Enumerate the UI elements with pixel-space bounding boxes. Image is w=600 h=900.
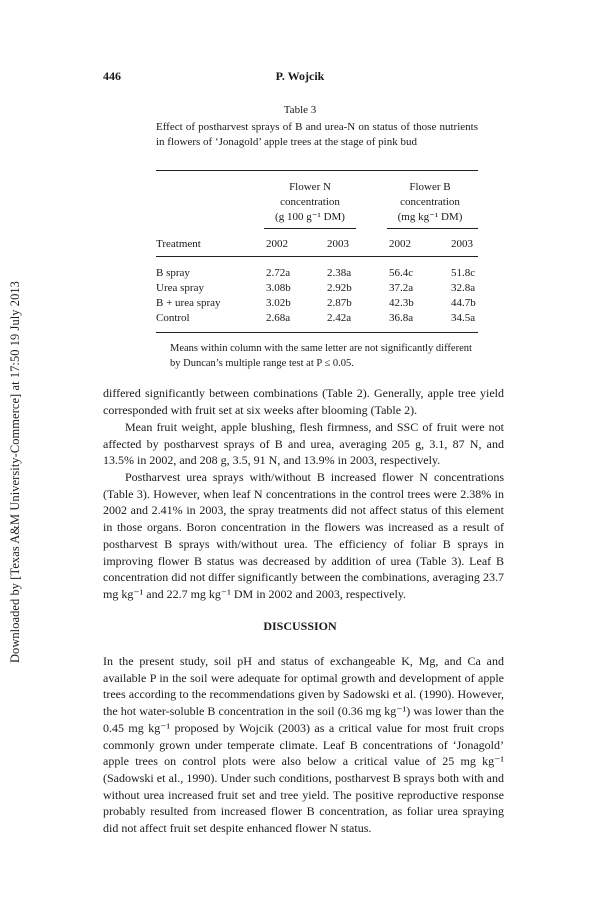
column-header-b-2002: 2002 (389, 238, 411, 250)
table-cell-treatment: B + urea spray (156, 297, 221, 309)
flower-n-header-line-1: Flower N (289, 181, 331, 193)
table-cell: 44.7b (451, 297, 476, 309)
paragraph-results-end: differed significantly between combinations (Table 2). Generally, apple tree yield corresponded with fruit set at six weeks after blooming (Table 2). (103, 386, 504, 417)
table-cell-treatment: B spray (156, 267, 190, 279)
table-cell: 37.2a (389, 282, 414, 294)
table-cell: 51.8c (451, 267, 476, 279)
table-cell: 2.87b (327, 297, 352, 309)
running-head-author: P. Wojcik (275, 69, 325, 83)
paragraph-discussion: In the present study, soil pH and status of exchangeable K, Mg, and Ca and available P in the soil were adequate for optimal growth and development of apple trees according to the recommendations given by Sadowski et al. (1990). However, the hot water-soluble B concentration in the soil (0.36 mg kg⁻¹) was lower than the 0.45 mg kg⁻¹ proposed by Wojcik (2003) as a critical value for most fruit crops commonly grown under temperate climate. Leaf B concentrations of ‘Jonagold’ apple trees on control plots were also below a critical value of 25 mg kg⁻¹ (Sadowski et al., 1990). Under such conditions, postharvest B sprays both with and without urea increased fruit set and tree yield. The positive reproductive response probably resulted from increased flower B concentration, as foliar urea spraying did not affect fruit set despite enhanced flower N status. (103, 654, 504, 836)
flower-b-header-line-3: (mg kg⁻¹ DM) (397, 211, 463, 223)
column-header-n-2002: 2002 (266, 238, 288, 250)
table-cell-treatment: Urea spray (156, 282, 204, 294)
flower-n-header-line-3: (g 100 g⁻¹ DM) (275, 211, 345, 223)
section-heading-discussion: DISCUSSION (263, 619, 337, 633)
table-top-rule (156, 170, 478, 171)
paragraph-flower-nutrients: Postharvest urea sprays with/without B increased flower N concentrations (Table 3). However, when leaf N concentrations in the control trees were 2.38% in 2002 and 2.41% in 2003, the spray treatments did not affect status of this element in those organs. Boron concentration in the flowers was increased as a result of postharvest B sprays with/without urea. The efficiency of foliar B sprays in improving flower B status was decreased by addition of urea (Table 3). Leaf B concentration did not differ significantly between the combinations, averaging 23.7 mg kg⁻¹ and 22.7 mg kg⁻¹ DM in 2002 and 2003, respectively. (103, 470, 504, 601)
table-cell: 34.5a (451, 312, 476, 324)
table-cell: 2.92b (327, 282, 352, 294)
flower-n-span-rule (264, 228, 356, 229)
table-cell-treatment: Control (156, 312, 190, 324)
paragraph-fruit-quality: Mean fruit weight, apple blushing, flesh firmness, and SSC of fruit were not affected by postharvest sprays of B and urea, averaging 205 g, 3.1, 87 N, and 13.5% in 2002, and 208 g, 3.5, 91 N, and 13.9% in 2003, respectively. (103, 420, 504, 468)
table-cell: 42.3b (389, 297, 414, 309)
download-note: Downloaded by [Texas A&M University-Commerce] at 17:50 19 July 2013 (8, 281, 22, 663)
flower-b-header-line-1: Flower B (409, 181, 451, 193)
table-label: Table 3 (283, 104, 317, 116)
table-header-rule (156, 256, 478, 257)
table-cell: 2.38a (327, 267, 352, 279)
table-cell: 2.42a (327, 312, 352, 324)
column-header-treatment: Treatment (156, 238, 201, 250)
table-cell: 32.8a (451, 282, 476, 294)
table-cell: 56.4c (389, 267, 414, 279)
column-header-n-2003: 2003 (327, 238, 349, 250)
flower-b-span-rule (387, 228, 478, 229)
table-bottom-rule (156, 332, 478, 333)
page-number: 446 (103, 69, 121, 83)
table-footnote: Means within column with the same letter are not significantly different by Duncan’s multiple range test at P ≤ 0.05. (170, 343, 472, 369)
table-cell: 3.08b (266, 282, 291, 294)
flower-n-header-line-2: concentration (280, 196, 340, 208)
table-cell: 3.02b (266, 297, 291, 309)
flower-b-header-line-2: concentration (400, 196, 460, 208)
table-cell: 36.8a (389, 312, 414, 324)
table-cell: 2.72a (266, 267, 291, 279)
table-cell: 2.68a (266, 312, 291, 324)
column-header-b-2003: 2003 (451, 238, 473, 250)
table-caption: Effect of postharvest sprays of B and urea-N on status of those nutrients in flowers of ‘Jonagold’ apple trees at the stage of pink bud (156, 121, 478, 148)
